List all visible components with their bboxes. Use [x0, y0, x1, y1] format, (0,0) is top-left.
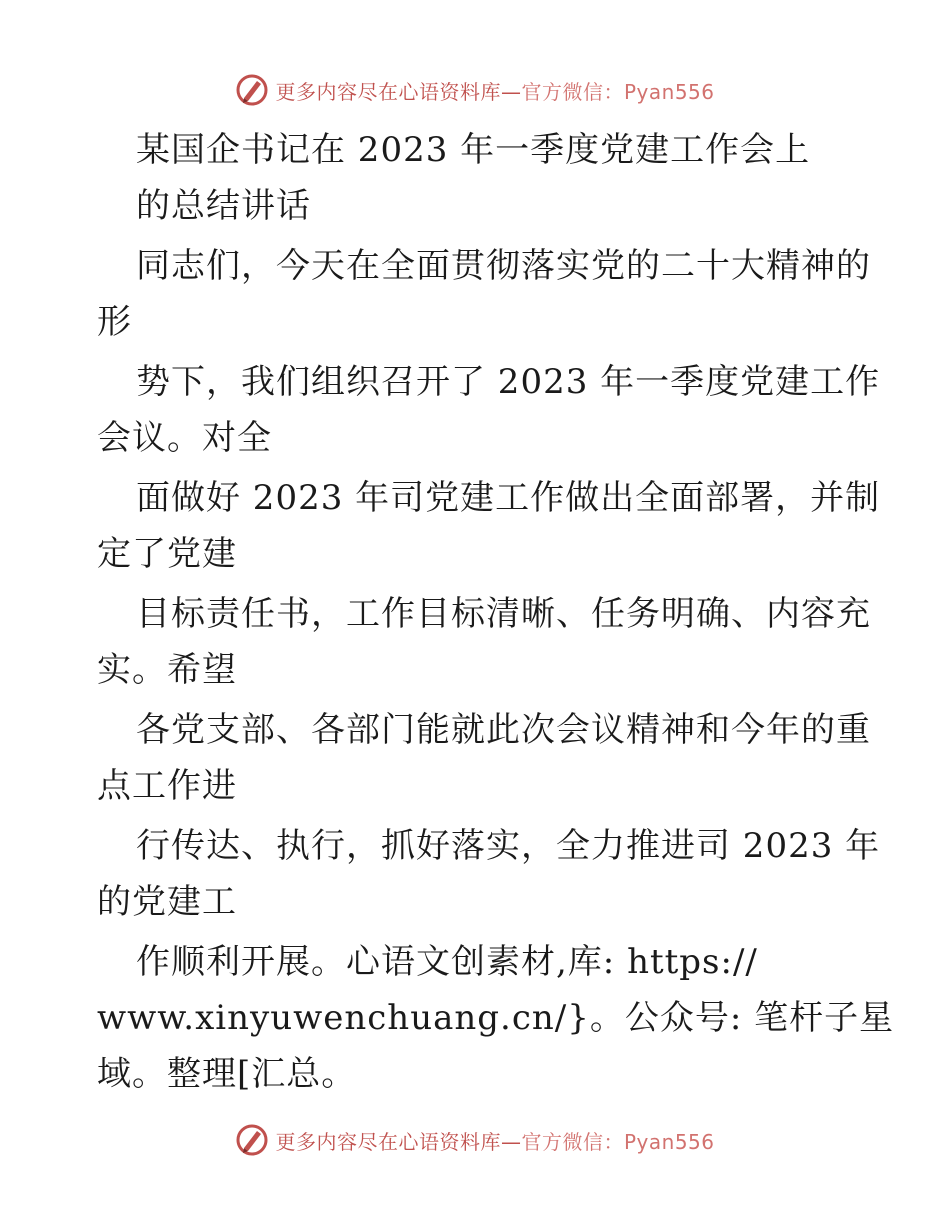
- banner-text: [275, 1126, 714, 1155]
- body-line: 作顺利开展。心语文创素材,库: https://: [136, 942, 758, 982]
- title-line-2: 的总结讲话: [136, 186, 311, 226]
- banner-wechat-label: 官方微信：: [521, 1129, 624, 1154]
- body-line: 各党支部、各部门能就此次会议精神和今年的重: [136, 710, 871, 750]
- banner-wechat-id: Pyan556: [623, 1129, 715, 1154]
- body-line: www.xinyuwenchuang.cn/}。公众号: 笔杆子星: [97, 998, 895, 1038]
- body-line: 势下，我们组织召开了 2023 年一季度党建工作: [136, 362, 881, 402]
- banner-title: 更多内容尽在心语资料库: [275, 1129, 501, 1154]
- body-line: 会议。对全: [97, 418, 272, 458]
- body-line: 行传达、执行，抓好落实，全力推进司 2023 年: [136, 826, 881, 866]
- title-line-1: 某国企书记在 2023 年一季度党建工作会上: [136, 130, 811, 170]
- body-line: 实。希望: [97, 650, 237, 690]
- body-line: 点工作进: [97, 766, 237, 806]
- body-line: 的党建工: [97, 882, 237, 922]
- body-line: 形: [97, 302, 132, 342]
- body-line: 目标责任书，工作目标清晰、任务明确、内容充: [136, 594, 871, 634]
- banner-separator: —: [500, 1129, 522, 1154]
- body-line: 同志们，今天在全面贯彻落实党的二十大精神的: [136, 246, 871, 286]
- banner-wechat-id: Pyan556: [623, 79, 715, 104]
- banner-wechat-label: 官方微信：: [521, 79, 624, 104]
- banner-separator: —: [500, 79, 522, 104]
- body-line: 域。整理[汇总。: [97, 1054, 357, 1094]
- body-line: 定了党建: [97, 534, 237, 574]
- footer-banner: [0, 1120, 950, 1160]
- body-line: 面做好 2023 年司党建工作做出全面部署，并制: [136, 478, 881, 518]
- pen-logo-icon: [235, 1123, 269, 1157]
- banner-title: 更多内容尽在心语资料库: [275, 79, 501, 104]
